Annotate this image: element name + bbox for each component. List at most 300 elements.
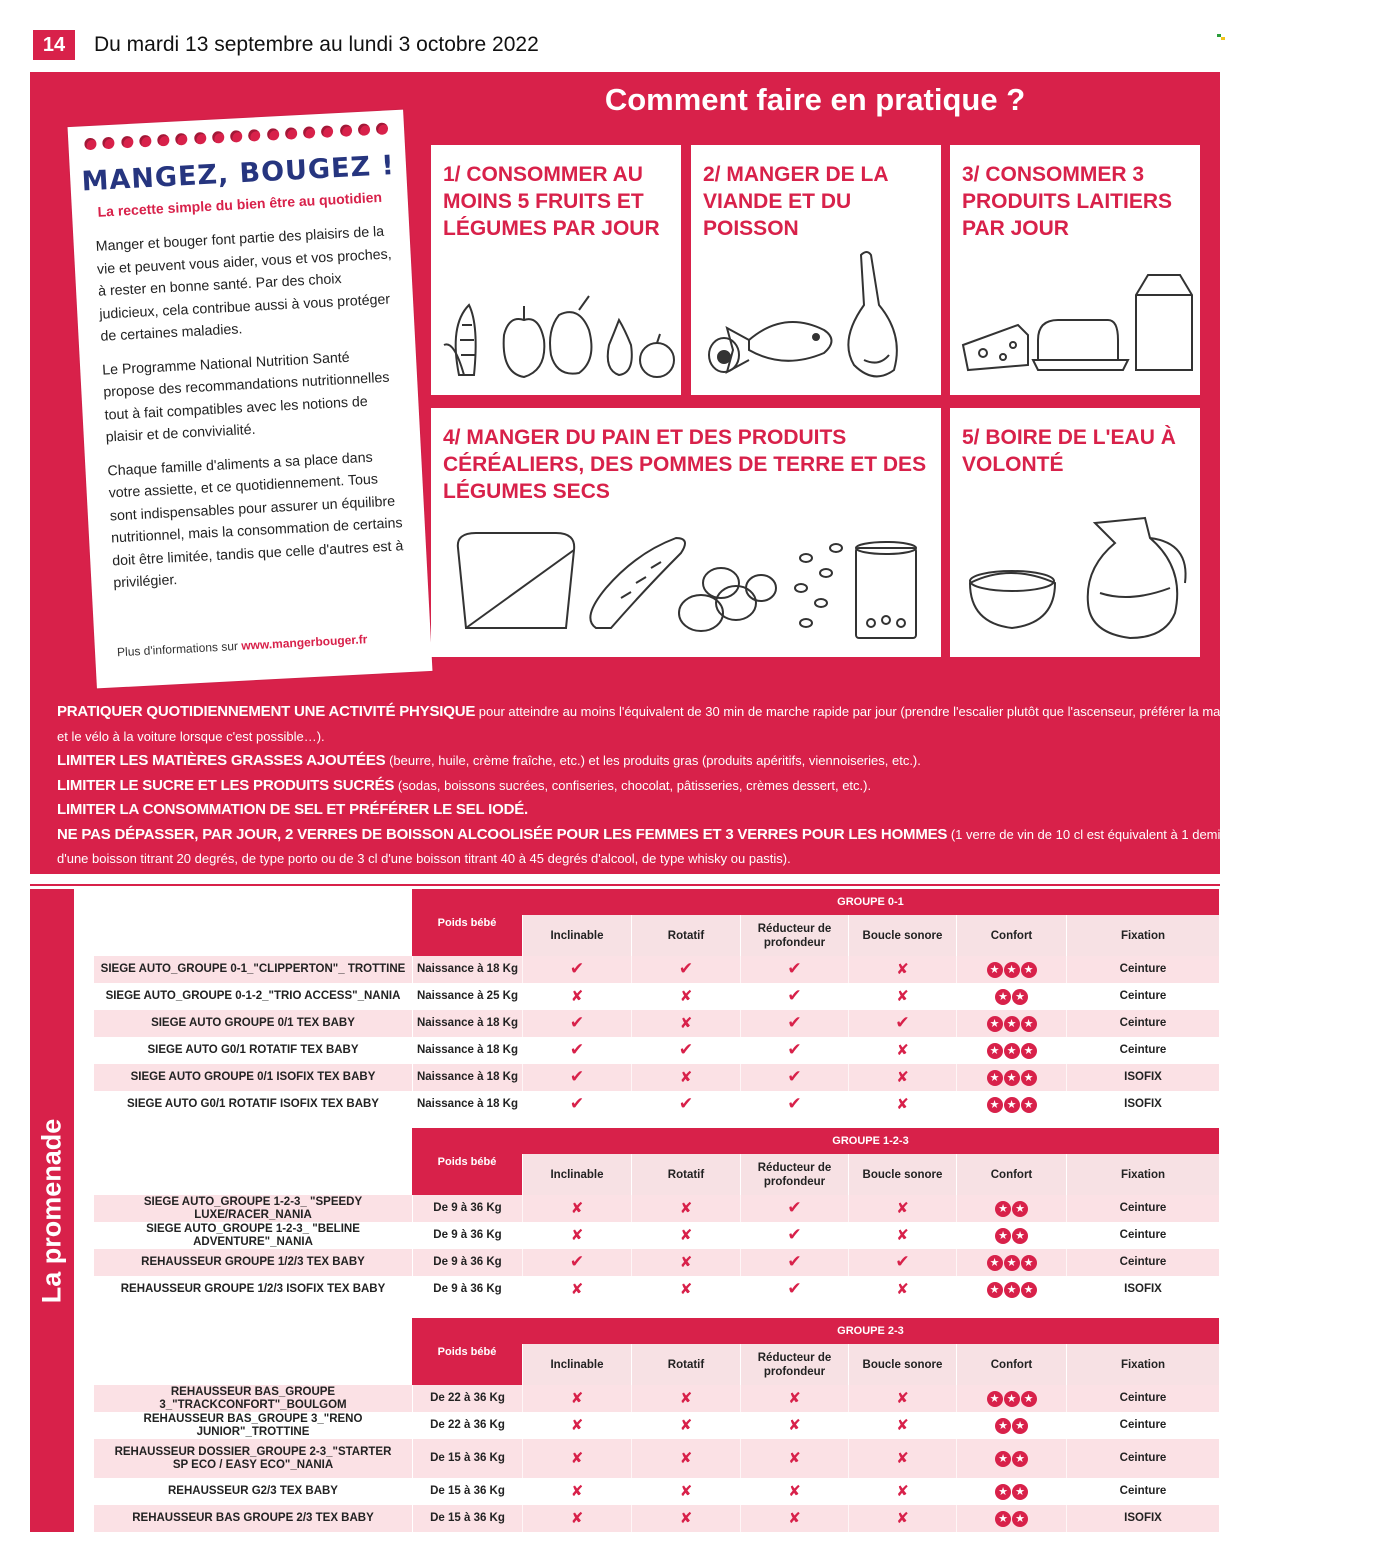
card-meat-fish — [691, 145, 941, 395]
notepad — [68, 110, 433, 689]
poids-value: De 15 à 36 Kg — [412, 1478, 522, 1505]
confort-cell — [956, 1091, 1066, 1118]
check-icon: ✔ — [569, 1067, 585, 1087]
star-icon — [987, 1391, 1003, 1407]
reducteur-cell — [740, 1249, 848, 1276]
star-icon — [1004, 1043, 1020, 1059]
cross-icon: ✘ — [896, 1226, 909, 1244]
poids-value: Naissance à 18 Kg — [412, 1091, 522, 1118]
header-boucle: Boucle sonore — [848, 915, 956, 956]
product-name: SIEGE AUTO_GROUPE 0-1-2_"TRIO ACCESS"_NANIA — [105, 990, 401, 1002]
cross-icon: ✘ — [896, 1449, 909, 1467]
confort-rating — [987, 1043, 1037, 1059]
product-name: REHAUSSEUR BAS_GROUPE 3_"TRACKCONFORT"_BOULGOM — [159, 1385, 347, 1411]
product-name: REHAUSSEUR GROUPE 1/2/3 TEX BABY — [141, 1256, 365, 1268]
star-icon — [1004, 1255, 1020, 1271]
product-name: REHAUSSEUR DOSSIER_GROUPE 2-3_"STARTER SP ECO / EASY ECO"_NANIA — [114, 1445, 392, 1471]
check-icon: ✔ — [787, 1013, 802, 1033]
table-row — [94, 1478, 1219, 1505]
header-inclinable: Inclinable — [522, 915, 631, 956]
confort-rating — [995, 1451, 1028, 1467]
notepad-subtitle: La recette simple du bien être au quotidien — [97, 188, 383, 220]
table-row — [94, 1195, 1219, 1222]
inclinable-cell — [522, 1037, 631, 1064]
page-number: 14 — [33, 30, 75, 60]
inclinable-cell — [522, 1439, 631, 1478]
star-icon — [987, 1043, 1003, 1059]
cross-icon: ✘ — [896, 1095, 909, 1113]
poids-value: De 15 à 36 Kg — [412, 1505, 522, 1532]
fixation-value: Ceinture — [1066, 956, 1219, 983]
cross-icon: ✘ — [896, 1416, 909, 1434]
fixation-value: Ceinture — [1066, 983, 1219, 1010]
rotatif-cell — [631, 1222, 740, 1249]
inclinable-cell — [522, 1478, 631, 1505]
confort-cell — [956, 1385, 1066, 1412]
card-dairy — [950, 145, 1200, 395]
poids-value: Naissance à 18 Kg — [412, 1037, 522, 1064]
corner-logo — [1217, 34, 1225, 40]
check-icon: ✔ — [569, 1094, 585, 1114]
confort-rating — [987, 962, 1037, 978]
product-name: SIEGE AUTO_GROUPE 1-2-3_ "BELINE ADVENTURE"_NANIA — [146, 1222, 360, 1248]
fixation-value: Ceinture — [1066, 1412, 1219, 1439]
header-rotatif: Rotatif — [631, 915, 740, 956]
header-fixation: Fixation — [1066, 1154, 1219, 1195]
activity-line: LIMITER LE SUCRE ET LES PRODUITS SUCRÉS (sodas, boissons sucrées, confiseries, chocolat, pâtisseries, crèmes dessert, etc.). — [57, 776, 872, 794]
more-info-label: Plus d'informations sur — [116, 638, 242, 660]
cross-icon: ✘ — [679, 1509, 693, 1527]
star-icon — [1021, 1282, 1037, 1298]
star-icon — [1021, 1070, 1037, 1086]
confort-cell — [956, 1037, 1066, 1064]
table-row — [94, 1037, 1219, 1064]
fixation-value: Ceinture — [1066, 1439, 1219, 1478]
confort-cell — [956, 1412, 1066, 1439]
cross-icon: ✘ — [896, 1482, 909, 1500]
star-icon — [1012, 1451, 1028, 1467]
reducteur-cell — [740, 983, 848, 1010]
check-icon: ✔ — [787, 1252, 802, 1272]
cross-icon: ✘ — [788, 1509, 801, 1527]
cross-icon: ✘ — [896, 1199, 909, 1217]
confort-rating — [987, 1097, 1037, 1113]
header-boucle: Boucle sonore — [848, 1344, 956, 1385]
check-icon: ✔ — [569, 1252, 585, 1272]
confort-rating — [995, 1484, 1028, 1500]
cross-icon: ✘ — [570, 1509, 584, 1527]
star-icon — [1021, 1097, 1037, 1113]
reducteur-cell — [740, 1439, 848, 1478]
table-row — [94, 1439, 1219, 1478]
notepad-body — [95, 220, 410, 605]
star-icon — [995, 1228, 1011, 1244]
product-name: SIEGE AUTO GROUPE 0/1 TEX BABY — [151, 1017, 355, 1029]
reducteur-cell — [740, 1505, 848, 1532]
star-icon — [987, 1097, 1003, 1113]
side-label: La promenade — [36, 1118, 67, 1303]
check-icon: ✔ — [678, 959, 694, 979]
confort-cell — [956, 983, 1066, 1010]
check-icon: ✔ — [787, 1225, 802, 1245]
star-icon — [1012, 1511, 1028, 1527]
cross-icon: ✘ — [570, 1199, 584, 1217]
cross-icon: ✘ — [896, 1280, 909, 1298]
table-row — [94, 1064, 1219, 1091]
confort-cell — [956, 956, 1066, 983]
header-reducteur: Réducteur de profondeur — [740, 1154, 848, 1195]
reducteur-cell — [740, 1478, 848, 1505]
car-seat-table — [94, 889, 1219, 1118]
poids-value: Naissance à 18 Kg — [412, 1064, 522, 1091]
card-title: 4/ MANGER DU PAIN ET DES PRODUITS CÉRÉALIERS, DES POMMES DE TERRE ET DES LÉGUMES SECS — [443, 426, 927, 503]
activity-line: LIMITER LA CONSOMMATION DE SEL ET PRÉFÉRER LE SEL IODÉ. — [57, 801, 528, 818]
confort-cell — [956, 1276, 1066, 1303]
check-icon: ✔ — [569, 1040, 585, 1060]
inclinable-cell — [522, 1385, 631, 1412]
inclinable-cell — [522, 1222, 631, 1249]
boucle-cell — [848, 1478, 956, 1505]
header-rotatif: Rotatif — [631, 1344, 740, 1385]
fixation-value: Ceinture — [1066, 1037, 1219, 1064]
cross-icon: ✘ — [570, 1280, 584, 1298]
cross-icon: ✘ — [896, 1068, 909, 1086]
header-confort: Confort — [956, 1344, 1066, 1385]
boucle-cell — [848, 1037, 956, 1064]
star-icon — [987, 1070, 1003, 1086]
header-poids: Poids bébé — [412, 1318, 522, 1385]
activity-line: PRATIQUER QUOTIDIENNEMENT UNE ACTIVITÉ PHYSIQUE pour atteindre au moins l'équivalent de 30 min de marche rapide par jour (prendre l'escalier plutôt que l'ascenseur, préférer la marche — [57, 703, 1246, 720]
boucle-cell — [848, 1064, 956, 1091]
boucle-cell — [848, 1010, 956, 1037]
header-boucle: Boucle sonore — [848, 1154, 956, 1195]
poids-value: Naissance à 25 Kg — [412, 983, 522, 1010]
header-poids: Poids bébé — [412, 889, 522, 956]
cross-icon: ✘ — [788, 1416, 801, 1434]
inclinable-cell — [522, 1091, 631, 1118]
star-icon — [1012, 989, 1028, 1005]
table-row — [94, 1385, 1219, 1412]
rotatif-cell — [631, 1505, 740, 1532]
confort-rating — [987, 1070, 1037, 1086]
fixation-value: Ceinture — [1066, 1249, 1219, 1276]
cross-icon: ✘ — [570, 1389, 584, 1407]
boucle-cell — [848, 1222, 956, 1249]
poids-value: De 9 à 36 Kg — [412, 1195, 522, 1222]
cross-icon: ✘ — [570, 1226, 584, 1244]
dairy-icon — [958, 265, 1194, 385]
poids-value: Naissance à 18 Kg — [412, 956, 522, 983]
notepad-title: MANGEZ, BOUGEZ ! — [80, 150, 396, 198]
boucle-cell — [848, 983, 956, 1010]
product-name: SIEGE AUTO_GROUPE 0-1_"CLIPPERTON"_ TROTTINE — [100, 963, 406, 975]
star-icon — [987, 1016, 1003, 1032]
cross-icon: ✘ — [896, 1041, 909, 1059]
bread-cereals-icon — [446, 528, 926, 648]
cross-icon: ✘ — [896, 1509, 909, 1527]
nutrition-panel — [30, 72, 1386, 874]
confort-rating — [995, 989, 1028, 1005]
confort-rating — [987, 1391, 1037, 1407]
star-icon — [1012, 1484, 1028, 1500]
reducteur-cell — [740, 1195, 848, 1222]
product-name: SIEGE AUTO G0/1 ROTATIF ISOFIX TEX BABY — [127, 1098, 379, 1110]
cross-icon: ✘ — [788, 1449, 801, 1467]
check-icon: ✔ — [678, 1040, 694, 1060]
cross-icon: ✘ — [679, 1389, 693, 1407]
notepad-paragraph: Chaque famille d'aliments a sa place dans votre assiette, et ce quotidiennement. Tous sont indispensables pour assurer un équilibre nutritionnel, mais la consommation de certains doit être limitée, tandis que celle d'autres est à privilégier. — [107, 449, 404, 592]
inclinable-cell — [522, 1276, 631, 1303]
group-header: GROUPE 2-3 — [522, 1318, 1219, 1344]
car-seat-table — [94, 1128, 1219, 1303]
cross-icon: ✘ — [570, 1416, 584, 1434]
rotatif-cell — [631, 1276, 740, 1303]
header-inclinable: Inclinable — [522, 1344, 631, 1385]
group-header: GROUPE 0-1 — [522, 889, 1219, 915]
star-icon — [1004, 1070, 1020, 1086]
confort-cell — [956, 1439, 1066, 1478]
fixation-value: Ceinture — [1066, 1195, 1219, 1222]
fixation-value: Ceinture — [1066, 1385, 1219, 1412]
rotatif-cell — [631, 1010, 740, 1037]
poids-value: De 22 à 36 Kg — [412, 1385, 522, 1412]
cross-icon: ✘ — [679, 1226, 693, 1244]
cross-icon: ✘ — [570, 1449, 584, 1467]
more-info — [117, 629, 421, 659]
cross-icon: ✘ — [788, 1482, 801, 1500]
table-row — [94, 1091, 1219, 1118]
notepad-rings — [84, 122, 388, 152]
check-icon: ✔ — [787, 959, 802, 979]
confort-cell — [956, 1505, 1066, 1532]
star-icon — [1004, 1282, 1020, 1298]
confort-rating — [995, 1228, 1028, 1244]
rotatif-cell — [631, 1249, 740, 1276]
meat-fish-icon — [699, 245, 935, 385]
star-icon — [995, 1451, 1011, 1467]
confort-rating — [987, 1282, 1037, 1298]
confort-rating — [987, 1016, 1037, 1032]
activity-recommendations — [57, 700, 1386, 872]
fixation-value: ISOFIX — [1066, 1276, 1219, 1303]
inclinable-cell — [522, 1249, 631, 1276]
card-cereals — [431, 408, 941, 657]
table-row — [94, 983, 1219, 1010]
rotatif-cell — [631, 1412, 740, 1439]
product-name: REHAUSSEUR BAS GROUPE 2/3 TEX BABY — [132, 1512, 374, 1524]
star-icon — [987, 1282, 1003, 1298]
table-row — [94, 1010, 1219, 1037]
product-name: SIEGE AUTO_GROUPE 1-2-3_ "SPEEDY LUXE/RACER_NANIA — [143, 1195, 363, 1221]
fruits-vegetables-icon — [439, 285, 675, 385]
fixation-value: Ceinture — [1066, 1222, 1219, 1249]
card-title: 5/ BOIRE DE L'EAU À VOLONTÉ — [962, 426, 1176, 476]
product-name: REHAUSSEUR BAS_GROUPE 3_"RENO JUNIOR"_TROTTINE — [143, 1412, 363, 1438]
rotatif-cell — [631, 1064, 740, 1091]
check-icon: ✔ — [678, 1094, 694, 1114]
cross-icon: ✘ — [679, 1280, 693, 1298]
header-reducteur: Réducteur de profondeur — [740, 915, 848, 956]
star-icon — [995, 1484, 1011, 1500]
rotatif-cell — [631, 1037, 740, 1064]
reducteur-cell — [740, 1091, 848, 1118]
cross-icon: ✘ — [679, 1482, 693, 1500]
activity-line: et le vélo à la voiture lorsque c'est possible…). — [57, 728, 325, 744]
reducteur-cell — [740, 956, 848, 983]
table-row — [94, 1505, 1219, 1532]
poids-value: Naissance à 18 Kg — [412, 1010, 522, 1037]
boucle-cell — [848, 1505, 956, 1532]
inclinable-cell — [522, 956, 631, 983]
notepad-paragraph: Le Programme National Nutrition Santé propose des recommandations nutritionnelles tout à fait compatibles avec les notions de plaisir et de convivialité. — [101, 349, 390, 446]
rotatif-cell — [631, 1439, 740, 1478]
star-icon — [1004, 962, 1020, 978]
check-icon: ✔ — [895, 1013, 910, 1033]
star-icon — [1021, 1391, 1037, 1407]
star-icon — [987, 1255, 1003, 1271]
poids-value: De 9 à 36 Kg — [412, 1222, 522, 1249]
header-rotatif: Rotatif — [631, 1154, 740, 1195]
confort-cell — [956, 1010, 1066, 1037]
reducteur-cell — [740, 1385, 848, 1412]
poids-value: De 15 à 36 Kg — [412, 1439, 522, 1478]
rotatif-cell — [631, 1195, 740, 1222]
cross-icon: ✘ — [679, 1253, 693, 1271]
card-title: 3/ CONSOMMER 3 PRODUITS LAITIERS PAR JOUR — [962, 163, 1173, 240]
inclinable-cell — [522, 1412, 631, 1439]
cross-icon: ✘ — [896, 1389, 909, 1407]
star-icon — [1021, 1043, 1037, 1059]
star-icon — [1012, 1418, 1028, 1434]
check-icon: ✔ — [569, 959, 585, 979]
rotatif-cell — [631, 1478, 740, 1505]
inclinable-cell — [522, 1010, 631, 1037]
confort-cell — [956, 1195, 1066, 1222]
confort-cell — [956, 1222, 1066, 1249]
cross-icon: ✘ — [896, 987, 909, 1005]
star-icon — [1004, 1097, 1020, 1113]
confort-cell — [956, 1249, 1066, 1276]
boucle-cell — [848, 956, 956, 983]
card-title: 1/ CONSOMMER AU MOINS 5 FRUITS ET LÉGUMES PAR JOUR — [443, 163, 660, 240]
confort-cell — [956, 1064, 1066, 1091]
confort-rating — [995, 1201, 1028, 1217]
product-name: REHAUSSEUR GROUPE 1/2/3 ISOFIX TEX BABY — [120, 1283, 386, 1295]
star-icon — [1021, 1255, 1037, 1271]
card-fruits-vegetables — [431, 145, 681, 395]
check-icon: ✔ — [895, 1252, 910, 1272]
rotatif-cell — [631, 983, 740, 1010]
poids-value: De 9 à 36 Kg — [412, 1249, 522, 1276]
activity-line: d'une boisson titrant 20 degrés, de type porto ou de 3 cl d'une boisson titrant 40 à 45 degrés d'alcool, de type whisky ou pastis). — [57, 851, 791, 866]
star-icon — [1021, 962, 1037, 978]
product-name: REHAUSSEUR G2/3 TEX BABY — [168, 1485, 338, 1497]
website-link[interactable]: www.mangerbouger.fr — [240, 632, 368, 653]
star-icon — [1004, 1391, 1020, 1407]
card-water — [950, 408, 1200, 657]
inclinable-cell — [522, 1064, 631, 1091]
star-icon — [1012, 1201, 1028, 1217]
boucle-cell — [848, 1249, 956, 1276]
cross-icon: ✘ — [570, 987, 584, 1005]
inclinable-cell — [522, 1505, 631, 1532]
boucle-cell — [848, 1412, 956, 1439]
reducteur-cell — [740, 1222, 848, 1249]
check-icon: ✔ — [787, 1067, 802, 1087]
fixation-value: Ceinture — [1066, 1010, 1219, 1037]
notepad-paragraph: Manger et bouger font partie des plaisirs de la vie et peuvent vous aider, vous et vos proches, à rester en bonne santé. Par des choix judicieux, cela contribue aussi à vous protéger de certaines maladies. — [95, 223, 392, 345]
fixation-value: Ceinture — [1066, 1478, 1219, 1505]
star-icon — [1004, 1016, 1020, 1032]
check-icon: ✔ — [569, 1013, 585, 1033]
cross-icon: ✘ — [788, 1389, 801, 1407]
header-inclinable: Inclinable — [522, 1154, 631, 1195]
confort-rating — [995, 1511, 1028, 1527]
date-range: Du mardi 13 septembre au lundi 3 octobre 2022 — [94, 33, 539, 56]
header-fixation: Fixation — [1066, 1344, 1219, 1385]
confort-rating — [987, 1255, 1037, 1271]
car-seat-table — [94, 1318, 1219, 1532]
group-header: GROUPE 1-2-3 — [522, 1128, 1219, 1154]
fixation-value: ISOFIX — [1066, 1064, 1219, 1091]
rotatif-cell — [631, 1091, 740, 1118]
cross-icon: ✘ — [679, 1068, 693, 1086]
poids-value: De 22 à 36 Kg — [412, 1412, 522, 1439]
reducteur-cell — [740, 1276, 848, 1303]
reducteur-cell — [740, 1037, 848, 1064]
side-label-band — [30, 889, 74, 1532]
check-icon: ✔ — [787, 986, 802, 1006]
table-row — [94, 1412, 1219, 1439]
cross-icon: ✘ — [679, 1014, 693, 1032]
header-confort: Confort — [956, 915, 1066, 956]
header-confort: Confort — [956, 1154, 1066, 1195]
activity-line: NE PAS DÉPASSER, PAR JOUR, 2 VERRES DE BOISSON ALCOOLISÉE POUR LES FEMMES ET 3 VERRES POUR LES HOMMES (1 verre de vin de 10 cl est équivalent à 1 demi de bière ou à 1 verre de 6 cl — [57, 825, 1386, 843]
star-icon — [995, 1418, 1011, 1434]
cross-icon: ✘ — [679, 987, 693, 1005]
panel-title: Comment faire en pratique ? — [604, 82, 1026, 117]
card-title: 2/ MANGER DE LA VIANDE ET DU POISSON — [703, 163, 888, 240]
product-name: SIEGE AUTO G0/1 ROTATIF TEX BABY — [147, 1044, 359, 1056]
table-row — [94, 956, 1219, 983]
fixation-value: ISOFIX — [1066, 1505, 1219, 1532]
header-poids: Poids bébé — [412, 1128, 522, 1195]
reducteur-cell — [740, 1412, 848, 1439]
fixation-value: ISOFIX — [1066, 1091, 1219, 1118]
table-row — [94, 1249, 1219, 1276]
star-icon — [995, 1201, 1011, 1217]
star-icon — [1021, 1016, 1037, 1032]
boucle-cell — [848, 1091, 956, 1118]
cross-icon: ✘ — [896, 960, 909, 978]
confort-rating — [995, 1418, 1028, 1434]
cross-icon: ✘ — [570, 1482, 584, 1500]
divider — [30, 884, 1220, 886]
boucle-cell — [848, 1276, 956, 1303]
rotatif-cell — [631, 956, 740, 983]
rotatif-cell — [631, 1385, 740, 1412]
check-icon: ✔ — [787, 1040, 802, 1060]
check-icon: ✔ — [787, 1094, 802, 1114]
star-icon — [1012, 1228, 1028, 1244]
table-row — [94, 1276, 1219, 1303]
confort-cell — [956, 1478, 1066, 1505]
activity-line: LIMITER LES MATIÈRES GRASSES AJOUTÉES (beurre, huile, crème fraîche, etc.) et les produits gras (produits apéritifs, viennoiseries, etc.). — [57, 752, 921, 769]
check-icon: ✔ — [787, 1198, 802, 1218]
poids-value: De 9 à 36 Kg — [412, 1276, 522, 1303]
star-icon — [987, 962, 1003, 978]
star-icon — [995, 989, 1011, 1005]
